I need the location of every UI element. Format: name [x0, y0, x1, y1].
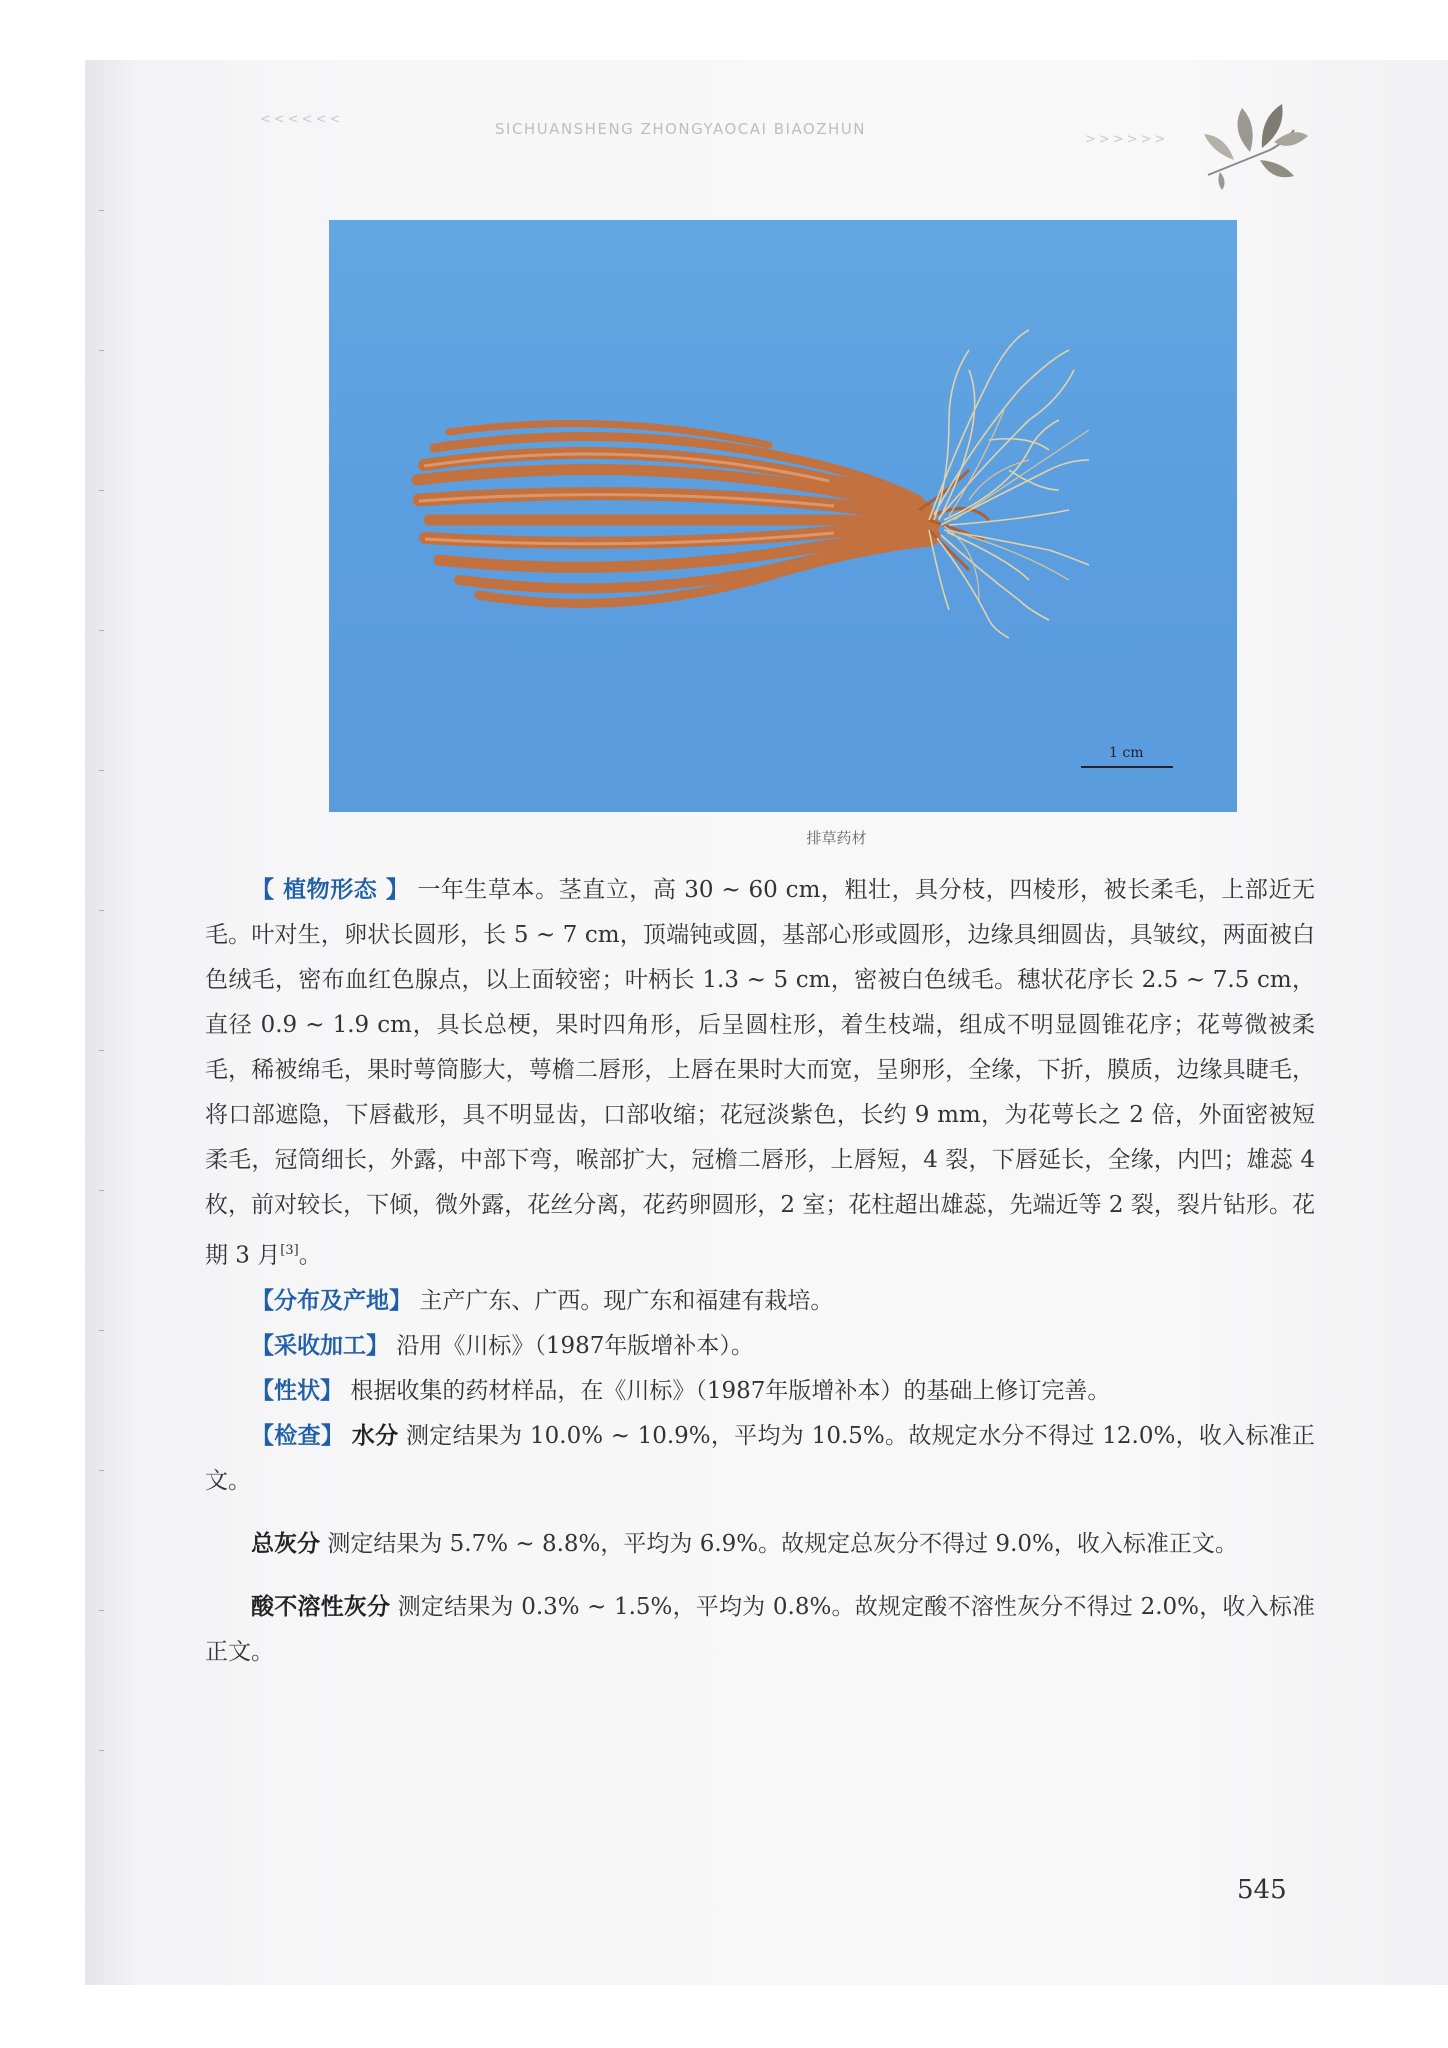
- figure-caption: 排草药材: [806, 829, 867, 847]
- series-title: SICHUANSHENG ZHONGYAOCAI BIAOZHUN: [495, 120, 867, 138]
- distribution-paragraph: [205, 1279, 1315, 1324]
- acid-insoluble-ash-text: 测定结果为 0.3% ~ 1.5%，平均为 0.8%。故规定酸不溶性灰分不得过 2.0%，收入标准正文。: [205, 1593, 1316, 1665]
- acid-insoluble-ash-heading: 酸不溶性灰分: [251, 1593, 391, 1620]
- scale-bar: [1081, 766, 1173, 768]
- section-tag-processing: 【采收加工】: [251, 1332, 389, 1359]
- characters-text: 根据收集的药材样品，在《川标》（1987年版增补本）的基础上修订完善。: [350, 1377, 1111, 1404]
- herb-photo: [329, 220, 1237, 812]
- reference-mark: [3]: [280, 1243, 299, 1258]
- herb-specimen-illustration: [329, 220, 1237, 812]
- section-tag-characters: 【性状】: [251, 1377, 343, 1404]
- inspection-ash-paragraph: [205, 1522, 1315, 1567]
- morphology-end: 。: [298, 1242, 322, 1269]
- book-page: [85, 60, 1448, 1985]
- leaf-logo-icon: [1190, 90, 1310, 200]
- inspection-water-paragraph: [205, 1414, 1315, 1504]
- bottom-margin: [0, 1985, 1448, 2048]
- monograph-body: [205, 868, 1315, 1675]
- scale-label: 1 cm: [1109, 745, 1144, 761]
- section-tag-distribution: 【分布及产地】: [251, 1287, 412, 1314]
- total-ash-text: 测定结果为 5.7% ~ 8.8%，平均为 6.9%。故规定总灰分不得过 9.0%，收入标准正文。: [327, 1530, 1238, 1557]
- morphology-paragraph: [205, 868, 1315, 1279]
- header-arrows-right: >>>>>>: [1085, 132, 1169, 147]
- total-ash-heading: 总灰分: [251, 1530, 320, 1557]
- inspection-acid-ash-paragraph: [205, 1585, 1315, 1675]
- header-arrows-left: <<<<<<: [260, 112, 344, 127]
- running-header: [85, 60, 1448, 147]
- distribution-text: 主产广东、广西。现广东和福建有栽培。: [419, 1287, 834, 1314]
- section-tag-inspection: 【检查】: [251, 1422, 345, 1449]
- characters-paragraph: [205, 1369, 1315, 1414]
- processing-text: 沿用《川标》（1987年版增补本）。: [396, 1332, 754, 1359]
- section-tag-morphology: 【 植物形态 】: [251, 877, 410, 903]
- page-number: 545: [1237, 1875, 1287, 1905]
- water-text: 测定结果为 10.0% ~ 10.9%，平均为 10.5%。故规定水分不得过 12.0%，收入标准正文。: [205, 1422, 1316, 1494]
- morphology-text: 一年生草本。茎直立，高 30 ~ 60 cm，粗壮，具分枝，四棱形，被长柔毛，上部近无毛。叶对生，卵状长圆形，长 5 ~ 7 cm，顶端钝或圆，基部心形或圆形，边缘具细圆齿，具皱纹，两面被白色绒毛，密布血红色腺点，以上面较密；叶柄长 1.3 ~ 5 cm，密被白色绒毛。穗状花序长 2.5 ~ 7.5 cm，直径 0.9 ~ 1.9 cm，具长总梗，果时四角形，后呈圆柱形，着生枝端，组成不明显圆锥花序；花萼微被柔毛，稀被绵毛，果时萼筒膨大，萼檐二唇形，上唇在果时大而宽，呈卵形，全缘，下折，膜质，边缘具睫毛，将口部遮隐，下唇截形，具不明显齿，口部收缩；花冠淡紫色，长约 9 mm，为花萼长之 2 倍，外面密被短柔毛，冠筒细长，外露，中部下弯，喉部扩大，冠檐二唇形，上唇短，4 裂，下唇延长，全缘，内凹；雄蕊 4 枚，前对较长，下倾，微外露，花丝分离，花药卵圆形，2 室；花柱超出雄蕊，先端近等 2 裂，裂片钻形。花期 3 月: [205, 877, 1316, 1269]
- processing-paragraph: [205, 1324, 1315, 1369]
- water-heading: 水分: [351, 1422, 399, 1449]
